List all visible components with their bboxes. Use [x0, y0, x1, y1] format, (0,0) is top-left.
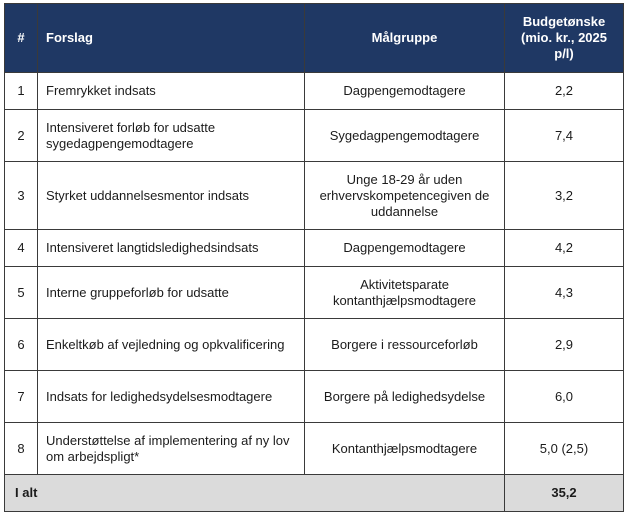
- table-row: [5, 230, 624, 267]
- table-row: [5, 267, 624, 319]
- budget-table: [4, 3, 624, 512]
- row-budget: 2,2: [505, 73, 624, 110]
- row-malgruppe: Dagpengemodtagere: [305, 230, 505, 267]
- row-num: 6: [5, 319, 38, 371]
- budget-table-container: [4, 3, 623, 512]
- header-forslag: Forslag: [38, 4, 305, 73]
- row-forslag: Intensiveret forløb for udsatte sygedagpengemodtagere: [38, 110, 305, 162]
- header-budget: Budgetønske (mio. kr., 2025 p/l): [505, 4, 624, 73]
- table-row: [5, 110, 624, 162]
- row-malgruppe: Sygedagpengemodtagere: [305, 110, 505, 162]
- table-row: [5, 73, 624, 110]
- row-forslag: Fremrykket indsats: [38, 73, 305, 110]
- table-row: [5, 319, 624, 371]
- table-row: [5, 162, 624, 230]
- row-num: 1: [5, 73, 38, 110]
- total-label: I alt: [5, 475, 505, 512]
- row-num: 8: [5, 423, 38, 475]
- row-budget: 6,0: [505, 371, 624, 423]
- row-malgruppe: Borgere i ressourceforløb: [305, 319, 505, 371]
- row-forslag: Enkeltkøb af vejledning og opkvalificering: [38, 319, 305, 371]
- row-malgruppe: Kontanthjælpsmodtagere: [305, 423, 505, 475]
- row-num: 5: [5, 267, 38, 319]
- row-forslag: Styrket uddannelsesmentor indsats: [38, 162, 305, 230]
- row-forslag: Intensiveret langtidsledighedsindsats: [38, 230, 305, 267]
- row-budget: 2,9: [505, 319, 624, 371]
- row-malgruppe: Dagpengemodtagere: [305, 73, 505, 110]
- row-num: 7: [5, 371, 38, 423]
- row-budget: 5,0 (2,5): [505, 423, 624, 475]
- total-value: 35,2: [505, 475, 624, 512]
- row-num: 4: [5, 230, 38, 267]
- header-malgruppe: Målgruppe: [305, 4, 505, 73]
- row-num: 2: [5, 110, 38, 162]
- row-budget: 4,3: [505, 267, 624, 319]
- row-budget: 7,4: [505, 110, 624, 162]
- table-row: [5, 371, 624, 423]
- header-num: #: [5, 4, 38, 73]
- row-budget: 3,2: [505, 162, 624, 230]
- row-malgruppe: Unge 18-29 år uden erhvervskompetencegiven de uddannelse: [305, 162, 505, 230]
- total-row: [5, 475, 624, 512]
- row-budget: 4,2: [505, 230, 624, 267]
- table-row: [5, 423, 624, 475]
- row-forslag: Understøttelse af implementering af ny lov om arbejdspligt*: [38, 423, 305, 475]
- row-malgruppe: Borgere på ledighedsydelse: [305, 371, 505, 423]
- row-forslag: Interne gruppeforløb for udsatte: [38, 267, 305, 319]
- row-forslag: Indsats for ledighedsydelsesmodtagere: [38, 371, 305, 423]
- row-num: 3: [5, 162, 38, 230]
- row-malgruppe: Aktivitetsparate kontanthjælpsmodtagere: [305, 267, 505, 319]
- header-row: [5, 4, 624, 73]
